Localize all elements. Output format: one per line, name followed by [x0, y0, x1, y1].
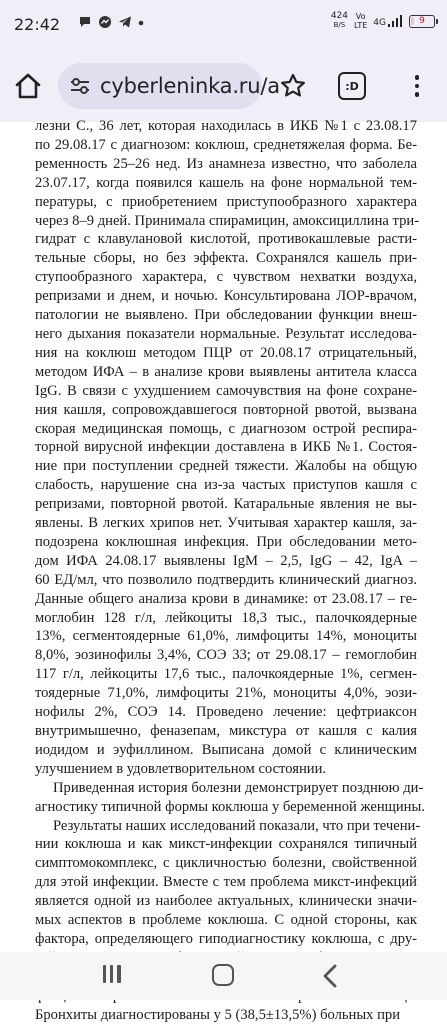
status-time: 22:42 — [14, 15, 61, 34]
network-speed-unit: B/S — [333, 21, 346, 29]
bookmark-button[interactable] — [275, 68, 311, 104]
notification-icons — [78, 15, 144, 29]
article-line: моглобин 128 г/л, лейкоциты 18,3 тыс., палочкоядерные — [35, 609, 417, 626]
article-line: мых аспектов в проблеме коклюша. С одной стороны, как — [35, 912, 417, 929]
network-speed-value: 424 — [330, 11, 348, 21]
article-line: патологии не выявлено. При обследовании функции внеш- — [35, 307, 417, 324]
system-home-button[interactable] — [212, 964, 234, 986]
tune-icon[interactable] — [70, 77, 90, 95]
article-line: ния кашля, сопровождавшегося повторной рвотой, вызвана — [35, 401, 417, 418]
article-line: гидрат с клавулановой кислотой, противокашлевые расти- — [35, 231, 417, 248]
article-line: тоядерные 71,0%, лимфоциты 21%, моноциты 4,0%, эози- — [35, 685, 417, 702]
article-line: 23.07.17, когда появился кашель на фоне нормальной тем- — [35, 174, 417, 191]
article-line: дом ИФА 24.08.17 выявлены IgM – 2,5, IgG – 42, IgA – — [35, 552, 417, 569]
system-navigation-bar — [0, 952, 447, 1000]
article-line: через 8–9 дней. Принимала спирамицин, амоксициллина три- — [35, 212, 420, 229]
network-type-label: 4G — [373, 18, 386, 28]
network-type — [373, 14, 403, 28]
article-line: 8,0%, эозинофилы 3,4%, СОЭ 33; от 29.08.17 – гемоглобин — [35, 647, 417, 664]
back-icon[interactable] — [322, 964, 338, 988]
volte-bottom: LTE — [354, 21, 368, 30]
volte-indicator — [354, 12, 367, 30]
telegram-icon — [118, 15, 132, 29]
article-line: нии коклюша и как микст-инфекции сохранялся типичный — [35, 836, 417, 853]
article-line: 117 г/л, лейкоциты 17,6 тыс., палочкоядерные 1%, сегмен- — [35, 666, 417, 683]
article-line: Бронхиты диагностированы у 5 (38,5±13,5%) больных при — [35, 1006, 401, 1023]
article-line: ние при поступлении средней тяжести. Жалобы на общую — [35, 458, 417, 475]
article-line: торной вирусной инфекции доставлена в ИКБ №1. Состоя- — [35, 439, 417, 456]
article-line: иодидом и эуфиллином. Выписана домой с клиническим — [35, 741, 417, 758]
url-text: cyberleninka.ru/a — [100, 74, 280, 98]
home-button[interactable] — [10, 68, 46, 104]
article-line: ременность 25–26 нед. Из анамнеза известно, что заболела — [35, 155, 417, 172]
address-bar[interactable] — [58, 63, 280, 109]
article-line: 13%, сегментоядерные 61,0%, лимфоциты 14%, моноциты — [35, 628, 417, 645]
article-line: IgG. В связи с ухудшением самочувствия на фоне сохране- — [35, 382, 417, 399]
article-line: 60 ЕД/мл, что позволило подтвердить клинический диагноз. — [35, 571, 417, 588]
battery-fill — [411, 17, 414, 25]
article-line: симптомокомплекс, с цикличностью болезни, свойственной — [35, 855, 417, 872]
network-speed — [331, 12, 348, 30]
article-line: пературы, с приобретением приступообразного характера — [35, 193, 417, 210]
article-line: слабость, нарушение сна из-за частых приступов кашля с — [35, 477, 417, 494]
article-line: фактора, определяющего гиподиагностику коклюша, с дру- — [35, 930, 417, 947]
chat-bubble-icon — [78, 15, 92, 29]
more-vertical-icon[interactable] — [402, 68, 432, 104]
article-line: него дыхания показатели нормальные. Результат исследова- — [35, 325, 417, 342]
article-line: нофилы 2%, СОЭ 14. Проведено лечение: цефтриаксон — [35, 704, 417, 721]
article-line: ступообразного характера, с чувством нехватки воздуха, — [35, 269, 417, 286]
article-line: для этой инфекции. Вместе с тем проблема микст-инфекций — [35, 874, 417, 891]
article-line: лезни С., 36 лет, которая находилась в ИКБ №1 с 23.08.17 — [35, 118, 417, 134]
article-line: внутримышечно, феназепам, микстура от кашля с калия — [35, 723, 417, 739]
article-line: улучшением в удовлетворительном состоянии. — [35, 760, 327, 777]
recents-button[interactable] — [103, 965, 121, 983]
star-icon — [279, 72, 307, 100]
battery-level: 9 — [419, 15, 425, 26]
article-line: Приведенная история болезни демонстрирует позднюю ди- — [53, 779, 424, 796]
messenger-icon — [98, 15, 112, 29]
article-line: явлены. В легких хрипов нет. Учитывая характер кашля, за- — [35, 515, 417, 532]
browser-toolbar — [0, 50, 447, 122]
article-viewport[interactable] — [0, 118, 447, 1023]
article-line: скорая медицинская помощь, с диагнозом острой респира- — [35, 420, 417, 437]
article-line: тельные сборы, но без эффекта. Сохранялся кашель при- — [35, 250, 417, 267]
article-line: Данные общего анализа крови в динамике: от 23.08.17 – ге- — [35, 590, 417, 607]
article-text — [35, 117, 425, 1025]
home-icon — [13, 71, 43, 101]
article-line: подозрена коклюшная инфекция. При обследовании мето- — [35, 533, 417, 550]
dot-icon — [138, 15, 144, 29]
article-line: репризами, повторной рвотой. Катаральные явления не вы- — [35, 496, 417, 513]
article-line: по 29.08.17 с диагнозом: коклюш, среднетяжелая форма. Бе- — [35, 136, 417, 153]
article-line: Результаты наших исследований показали, что при течени- — [53, 817, 421, 834]
status-bar — [0, 0, 447, 50]
volte-top: Vo — [355, 12, 366, 21]
article-line: агностику типичной формы коклюша у беременной женщины. — [35, 798, 425, 815]
battery-icon — [409, 15, 435, 28]
article-line: репризами и днем, и ночью. Консультирована ЛОР-врачом, — [35, 288, 417, 305]
article-line: методом ИФА – в анализе крови выявлены антитела класса — [35, 363, 417, 380]
article-line: ния на коклюш методом ПЦР от 20.08.17 отрицательный, — [35, 344, 417, 361]
signal-icon — [387, 14, 403, 28]
tab-switcher-button[interactable] — [338, 72, 366, 100]
status-right-cluster — [331, 12, 435, 30]
tab-switcher-icon: :D — [345, 79, 359, 93]
article-line: является одной из наиболее актуальных, клинически значи- — [35, 893, 417, 910]
